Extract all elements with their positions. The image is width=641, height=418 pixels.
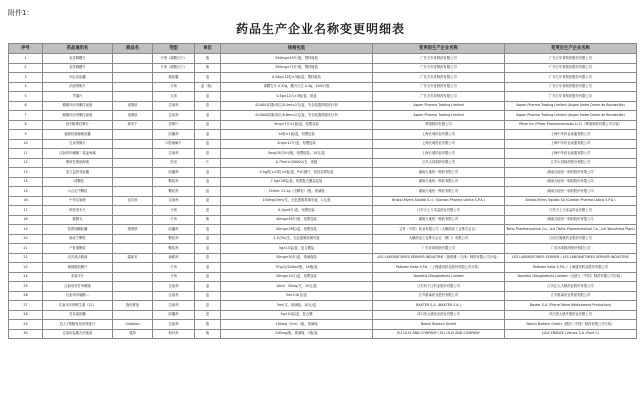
col-dosage-form-cell: 胶囊剂 (153, 168, 195, 178)
col-index-cell: 25 (9, 282, 43, 292)
col-dosage-form-cell: 口腔崩解片 (153, 139, 195, 149)
col-dosage-form-cell: 片剂 (153, 82, 195, 92)
col-brand-name-cell (113, 73, 153, 83)
col-spec-pack-cell: 5ml/支，玻璃瓶，10支/盒 (221, 301, 373, 311)
col-spec-pack-cell: 50mg×30片/盒，玻璃瓶装 (221, 253, 373, 263)
header-row (9, 44, 637, 54)
table-row (9, 329, 637, 339)
table-row (9, 301, 637, 311)
col-drug-name-cell: 六合定中颗粒 (43, 187, 113, 197)
col-new-manufacturer-cell: Aspen Pharma Trading Limited (Aspen Notre Dame de Bondeville) (505, 111, 637, 121)
col-old-manufacturer-cell: 湖南天地恒一制药有限公司 (373, 215, 505, 225)
col-unit-cell: 盒 (195, 111, 221, 121)
col-old-manufacturer-cell: 上海长城药业有限公司 (373, 139, 505, 149)
col-drug-name-cell: 肠炎宁颗粒 (43, 234, 113, 244)
col-dosage-form-cell: 颗粒剂 (153, 177, 195, 187)
table-row (9, 177, 637, 187)
col-drug-name-cell: 醋酸环丙孕酮注射液 (43, 111, 113, 121)
col-index-cell: 12 (9, 158, 43, 168)
col-drug-name-cell: 注射用甲磺酸... (43, 291, 113, 301)
col-old-manufacturer-cell: 辉瑞制药有限公司 (373, 120, 505, 130)
col-index-cell: 18 (9, 215, 43, 225)
col-old-manufacturer-cell: 湖南天地恒一制药有限公司 (373, 168, 505, 178)
table-row (9, 206, 637, 216)
table-row (9, 253, 637, 263)
col-old-manufacturer-cell: Bristol-Myers Squibb S.r.l. (Gordon Pharma Latina S.P.A.) (373, 196, 505, 206)
col-unit-cell: 盒 (195, 282, 221, 292)
col-dosage-form-cell: 注射剂 (153, 101, 195, 111)
col-brand-name-header: 商品名 (113, 44, 153, 54)
col-brand-name-cell (113, 139, 153, 149)
col-spec-pack-cell: 10粒×1板/盒，铝塑包装 (221, 130, 373, 140)
table-row (9, 263, 637, 273)
col-brand-name-cell: 诺德欣 (113, 111, 153, 121)
col-old-manufacturer-cell: ELI LILLY AND COMPANY / ELI LILLY AND COMPANY (373, 329, 505, 339)
col-spec-pack-cell: 5mg×12片/盒，铝塑包装 (221, 139, 373, 149)
col-drug-name-cell: 注射用盐酸吉西他滨 (43, 329, 113, 339)
col-new-manufacturer-cell: 江西天施康药业股份有限公司 (505, 234, 637, 244)
col-spec-pack-cell: 250ml: 21.1g（含颗粒）/瓶，玻璃瓶 (221, 187, 373, 197)
table-row (9, 234, 637, 244)
col-drug-name-cell: 中华注射液 (43, 196, 113, 206)
col-index-cell: 24 (9, 272, 43, 282)
table-row (9, 149, 637, 159)
col-brand-name-cell (113, 263, 153, 273)
change-table-container (8, 43, 636, 339)
table-row (9, 272, 637, 282)
col-dosage-form-cell: 片剂（薄膜衣片） (153, 63, 195, 73)
col-drug-name-header: 药品通用名 (43, 44, 113, 54)
col-drug-name-cell: 注射用多种维生素（12） (43, 301, 113, 311)
col-old-manufacturer-cell: BAXTER S.A. (BAXTER S.A.) (373, 301, 505, 311)
col-brand-name-cell (113, 272, 153, 282)
table-row (9, 139, 637, 149)
col-unit-cell: 瓶 (195, 63, 221, 73)
table-row (9, 92, 637, 102)
col-brand-name-cell (113, 206, 153, 216)
col-index-cell: 17 (9, 206, 43, 216)
col-dosage-form-cell: 注射剂 (153, 196, 195, 206)
col-old-manufacturer-cell: 广东万年青制药有限公司 (373, 82, 505, 92)
col-unit-cell: 盒 (195, 130, 221, 140)
col-spec-pack-cell: 40mg×56片/瓶，铝塑包装 (221, 215, 373, 225)
col-brand-name-cell: 健择 (113, 329, 153, 339)
col-spec-pack-cell: 5mg×7片×2板/盒，铝塑包装 (221, 120, 373, 130)
col-unit-cell: 盒 (195, 187, 221, 197)
table-row (9, 111, 637, 121)
table-row (9, 54, 637, 64)
col-brand-name-cell: 施维舒 (113, 225, 153, 235)
col-index-cell: 14 (9, 177, 43, 187)
page-title: 药品生产企业名称变更明细表 (235, 22, 405, 36)
col-dosage-form-cell: 颗粒剂 (153, 187, 195, 197)
table-row (9, 187, 637, 197)
col-unit-cell: 片 (195, 158, 221, 168)
col-unit-cell: 瓶 (195, 320, 221, 330)
col-new-manufacturer-cell: 上海中华药业南通有限公司 (505, 139, 637, 149)
col-spec-pack-cell: 薄膜衣片 0.32g，糖衣片芯 0.3g，100片/瓶 (221, 82, 373, 92)
table-row (9, 244, 637, 254)
col-index-cell: 1 (9, 54, 43, 64)
col-dosage-form-cell: 硬胶囊 (153, 73, 195, 83)
col-old-manufacturer-cell: 广东万年青制药有限公司 (373, 54, 505, 64)
col-index-cell: 26 (9, 291, 43, 301)
table-row (9, 196, 637, 206)
col-old-manufacturer-cell: 江苏大同制药有限公司 (373, 158, 505, 168)
col-drug-name-cell: 一清颗粒 (43, 177, 113, 187)
col-brand-name-cell (113, 149, 153, 159)
col-old-manufacturer-cell: 湖南天地恒一制药有限公司 (373, 177, 505, 187)
col-drug-name-cell: 参芪降糖片 (43, 54, 113, 64)
col-index-cell: 3 (9, 73, 43, 83)
col-new-manufacturer-cell: 广东万年青制药股份有限公司 (505, 54, 637, 64)
col-new-manufacturer-cell: 江苏正大天晴药业股份有限公司 (505, 282, 637, 292)
col-new-manufacturer-cell: 广东万年青制药股份有限公司 (505, 63, 637, 73)
col-unit-cell: 盒（瓶） (195, 82, 221, 92)
col-brand-name-cell (113, 63, 153, 73)
col-brand-name-cell (113, 215, 153, 225)
col-drug-name-cell: 胃痛片 (43, 92, 113, 102)
col-drug-name-cell: 健脾丸 (43, 215, 113, 225)
col-brand-name-cell: 露新安 (113, 253, 153, 263)
col-index-header: 序号 (9, 44, 43, 54)
col-new-manufacturer-cell: 湖南天地恒一制药股份有限公司 (505, 215, 637, 225)
col-brand-name-cell: 伍尔欣 (113, 196, 153, 206)
col-spec-pack-cell: 0.5g×12丸×3板/盒，纸盒 (221, 92, 373, 102)
col-old-manufacturer-cell: 广东环球制药有限公司 (373, 244, 505, 254)
col-drug-name-cell: 替普瑞酮胶囊 (43, 225, 113, 235)
col-index-cell: 5 (9, 92, 43, 102)
col-new-manufacturer-header: 变更后生产企业名称 (505, 44, 637, 54)
col-unit-cell: 瓶 (195, 54, 221, 64)
col-dosage-form-cell: 片剂 (153, 215, 195, 225)
col-unit-cell: 盒 (195, 120, 221, 130)
col-index-cell: 13 (9, 168, 43, 178)
table-row (9, 282, 637, 292)
col-dosage-form-cell: 粉针剂 (153, 329, 195, 339)
col-drug-name-cell: 扎来普隆片 (43, 139, 113, 149)
col-drug-name-cell: 四合乐胶囊 (43, 73, 113, 83)
col-old-manufacturer-cell: 上海长城药业有限公司 (373, 149, 505, 159)
col-old-manufacturer-cell: Novartis (Bangladesh) Limited (373, 272, 505, 282)
col-spec-pack-cell: 5g×15袋/盒，复合膜袋 (221, 244, 373, 254)
col-dosage-form-cell: 胶囊剂 (153, 225, 195, 235)
col-index-cell: 22 (9, 253, 43, 263)
col-index-cell: 15 (9, 187, 43, 197)
col-new-manufacturer-cell: 上海中华药业南通有限公司 (505, 149, 637, 159)
col-drug-name-cell: 苦参素胶囊 (43, 310, 113, 320)
col-unit-cell: 盒 (195, 310, 221, 320)
col-drug-name-cell: 产复康颗粒 (43, 244, 113, 254)
col-unit-cell: 瓶 (195, 329, 221, 339)
col-spec-pack-cell: 7.5g×28袋/盒，铝塑复合膜袋包装 (221, 177, 373, 187)
col-brand-name-cell (113, 54, 153, 64)
col-brand-name-cell (113, 282, 153, 292)
col-spec-pack-cell: 0.28g×12粒×3板/盒，塑料板装 (221, 73, 373, 83)
col-unit-cell: 盒 (195, 234, 221, 244)
col-dosage-form-cell: 注射剂 (153, 320, 195, 330)
col-index-cell: 29 (9, 320, 43, 330)
col-new-manufacturer-cell: Pathoen Italia S.P.A. / 上海通用药业股份有限公司 (505, 263, 637, 273)
col-dosage-form-cell: 医用 (153, 158, 195, 168)
table-row (9, 101, 637, 111)
col-spec-pack-cell: 350mg×72片/瓶，塑料瓶装 (221, 63, 373, 73)
col-index-cell: 10 (9, 139, 43, 149)
col-new-manufacturer-cell: 江苏天士力帝益药业有限公司 (505, 206, 637, 216)
col-old-manufacturer-cell: Aspen Pharma Trading Limited (373, 101, 505, 111)
col-old-manufacturer-cell: 卫材（中国）药业有限公司（大鹏药品工业株式会社） (373, 225, 505, 235)
col-brand-name-cell (113, 291, 153, 301)
table-body (9, 54, 637, 339)
col-old-manufacturer-cell: 广东万年青制药有限公司 (373, 92, 505, 102)
col-unit-cell: 盒 (195, 225, 221, 235)
col-dosage-form-cell: 片剂 (153, 206, 195, 216)
col-brand-name-cell (113, 130, 153, 140)
col-spec-pack-cell: 37g(1)/100ml/瓶，10瓶/盒 (221, 263, 373, 273)
table-row (9, 158, 637, 168)
col-unit-cell: 盒 (195, 139, 221, 149)
col-dosage-form-cell: 胶囊剂 (153, 130, 195, 140)
col-index-cell: 9 (9, 130, 43, 140)
col-spec-pack-cell: 200mg/瓶，玻璃瓶，1瓶/盒 (221, 329, 373, 339)
col-old-manufacturer-cell: 江苏豪森药业股份有限公司 (373, 291, 505, 301)
table-row (9, 291, 637, 301)
col-unit-cell: 盒 (195, 101, 221, 111)
col-drug-name-cell: 注射用异甘草酸镁 (43, 282, 113, 292)
col-index-cell: 4 (9, 82, 43, 92)
col-new-manufacturer-cell: 广东万年青制药股份有限公司 (505, 82, 637, 92)
col-old-manufacturer-cell: Aspen Pharma Trading Limited (373, 111, 505, 121)
col-old-manufacturer-cell: 广东万年青制药有限公司 (373, 73, 505, 83)
table-row (9, 82, 637, 92)
col-dosage-form-cell: 控释片 (153, 120, 195, 130)
col-index-cell: 2 (9, 63, 43, 73)
col-index-cell: 23 (9, 263, 43, 273)
col-unit-cell: 盒 (195, 253, 221, 263)
col-new-manufacturer-cell: 湖南天地恒一制药股份有限公司 (505, 177, 637, 187)
col-dosage-form-cell: 注射剂 (153, 291, 195, 301)
col-old-manufacturer-cell: Pathoen Italia S.P.A.（上海通用药业股份有限公司分装） (373, 263, 505, 273)
col-index-cell: 6 (9, 101, 43, 111)
col-spec-pack-cell: &10001国际单位/0.4ml×2支/盒，安全装置预填充针剂 (221, 101, 373, 111)
col-index-cell: 28 (9, 310, 43, 320)
col-spec-pack-cell: 0.2g×6片/盒，铝塑包装 (221, 206, 373, 216)
col-old-manufacturer-cell: 上海长城药业有限公司 (373, 130, 505, 140)
col-dosage-form-cell: 注射剂 (153, 149, 195, 159)
col-dosage-form-cell: 颗粒剂 (153, 234, 195, 244)
col-dosage-form-cell: 颗粒剂 (153, 244, 195, 254)
col-unit-cell: 盒 (195, 196, 221, 206)
col-spec-pack-cell: &15000国际单位/0.6ml×2支/盒，安全装置预填充针剂 (221, 111, 373, 121)
col-dosage-form-cell: 丸剂 (153, 92, 195, 102)
col-unit-cell: 瓶 (195, 215, 221, 225)
col-old-manufacturer-header: 变更前生产企业名称 (373, 44, 505, 54)
col-brand-name-cell (113, 158, 153, 168)
col-spec-pack-cell: 100mg（5ml）/瓶，玻璃瓶 (221, 320, 373, 330)
col-dosage-form-cell: 注射剂 (153, 301, 195, 311)
col-old-manufacturer-cell: 四川美大康佳乐药业有限公司 (373, 310, 505, 320)
col-brand-name-cell (113, 82, 153, 92)
col-drug-name-cell: 醋酸环丙孕酮注射液 (43, 101, 113, 111)
col-index-cell: 16 (9, 196, 43, 206)
col-new-manufacturer-cell: Neovii Biotech GmbH（德国（中国）制药有限公司分装） (505, 320, 637, 330)
col-old-manufacturer-cell: 大鹏药品工业株式会社（厦门）有限公司 (373, 234, 505, 244)
col-spec-pack-header: 规格包装 (221, 44, 373, 54)
col-unit-cell: 盒 (195, 177, 221, 187)
col-dosage-form-cell: 注射剂 (153, 111, 195, 121)
col-new-manufacturer-cell: Bristol-Myers Squibb SA (Gordon Pharma Latina S.P.A.) (505, 196, 637, 206)
col-spec-pack-cell: 150mg/15ml/支，无色透明玻璃安瓿，1支/盒 (221, 196, 373, 206)
col-dosage-form-cell: 片剂 (153, 263, 195, 273)
col-brand-name-cell: 瑞易宁 (113, 120, 153, 130)
col-dosage-form-cell: 胶囊剂 (153, 310, 195, 320)
col-new-manufacturer-cell: Baxter S.A. (Pierre Fabre Médicament Production) (505, 301, 637, 311)
table-row (9, 73, 637, 83)
col-drug-name-cell: 消炎利胆片 (43, 82, 113, 92)
table-row (9, 320, 637, 330)
col-drug-name-cell: 克贝溴点眼液 (43, 253, 113, 263)
col-dosage-form-cell: 片剂 (153, 272, 195, 282)
col-new-manufacturer-cell: 江苏大同制药股份有限公司 (505, 158, 637, 168)
col-unit-cell: 盒 (195, 73, 221, 83)
col-unit-cell: 盒 (195, 291, 221, 301)
col-spec-pack-cell: 50mg×28粒/盒，铝塑包装 (221, 225, 373, 235)
col-spec-pack-cell: 5ml×10支/盒 (221, 291, 373, 301)
col-unit-cell: 盒 (195, 168, 221, 178)
col-new-manufacturer-cell: 江苏豪森药业集团有限公司 (505, 291, 637, 301)
col-old-manufacturer-cell: LES LABORATOIRES SERVIER INDUSTRIE（施维雅（天津）制药有限公司分装） (373, 253, 505, 263)
col-unit-header: 单位 (195, 44, 221, 54)
col-drug-name-cell: 氨酚烷胺咖敏胶囊 (43, 130, 113, 140)
col-spec-pack-cell: 5g×10袋/盒，复合膜 (221, 310, 373, 320)
col-spec-pack-cell: 10ml：50mg/支，10支/盒 (221, 282, 373, 292)
col-drug-name-cell: 注射用甲磺酸二氢麦角碱 (43, 149, 113, 159)
col-unit-cell: 盒 (195, 301, 221, 311)
col-drug-name-cell: 阿昔洛韦片 (43, 206, 113, 216)
col-spec-pack-cell: 30mg×10片/盒，铝塑包装 (221, 272, 373, 282)
col-new-manufacturer-cell: Pfizer Inc (Pfizer Pharmaceuticals LLC)（辉瑞制药有限公司分装） (505, 120, 637, 130)
col-new-manufacturer-cell: LES LABORATOIRES SERVIER / LES LABORATOIRES SERVIER INDUSTRIE (505, 253, 637, 263)
col-index-cell: 21 (9, 244, 43, 254)
col-index-cell: 11 (9, 149, 43, 159)
col-brand-name-cell (113, 168, 153, 178)
col-index-cell: 27 (9, 301, 43, 311)
table-row (9, 310, 637, 320)
col-spec-pack-cell: 5mg(50万IU)/瓶，铝塑板装，10支/盒 (221, 149, 373, 159)
col-new-manufacturer-cell: 湖南天地恒一制药股份有限公司 (505, 168, 637, 178)
col-new-manufacturer-cell: Novartis (Bangladesh) Limited（山德士（中国）制药有限公司分装） (505, 272, 637, 282)
col-drug-name-cell: 参芪降糖片 (43, 63, 113, 73)
col-spec-pack-cell: 2.5万IU/支，无色透明玻璃安瓿 (221, 234, 373, 244)
col-drug-name-cell: 硝钠酸泡腾片 (43, 263, 113, 273)
col-dosage-form-cell: 滴眼剂 (153, 253, 195, 263)
col-old-manufacturer-cell: 广东万年青制药有限公司 (373, 63, 505, 73)
col-unit-cell: 盒 (195, 263, 221, 273)
col-new-manufacturer-cell: 广东环球制药股份有限公司 (505, 244, 637, 254)
col-brand-name-cell (113, 310, 153, 320)
col-brand-name-cell (113, 187, 153, 197)
attachment-label: 附件1： (8, 9, 34, 17)
col-unit-cell: 盒 (195, 272, 221, 282)
col-dosage-form-cell: 注射剂 (153, 282, 195, 292)
col-new-manufacturer-cell: LILLY FRANCE (Vianex S.A.-Plant C) (505, 329, 637, 339)
table-row (9, 168, 637, 178)
col-brand-name-cell: 诺德欣 (113, 101, 153, 111)
col-new-manufacturer-cell: Aspen Pharma Trading Limited (Aspen Notre Dame de Bondeville) (505, 101, 637, 111)
col-drug-name-cell: 格列吡嗪控释片 (43, 120, 113, 130)
col-drug-name-cell: 抗人T细胞兔免疫球蛋白 (43, 320, 113, 330)
col-unit-cell: 盒 (195, 149, 221, 159)
table-row (9, 120, 637, 130)
table-row (9, 225, 637, 235)
col-index-cell: 8 (9, 120, 43, 130)
col-unit-cell: 盒 (195, 92, 221, 102)
col-index-cell: 20 (9, 234, 43, 244)
col-brand-name-cell: 施尼维他 (113, 301, 153, 311)
col-new-manufacturer-cell: 四川美大康华康药业有限公司 (505, 310, 637, 320)
col-brand-name-cell (113, 92, 153, 102)
col-old-manufacturer-cell: 江苏扬子江药业股份有限公司 (373, 282, 505, 292)
col-unit-cell: 盒 (195, 244, 221, 254)
col-dosage-form-header: 剂型 (153, 44, 195, 54)
col-brand-name-cell: Grafalon (113, 320, 153, 330)
change-table (8, 43, 637, 339)
col-drug-name-cell: 复方益肝灵胶囊 (43, 168, 113, 178)
col-old-manufacturer-cell: 湖南天地恒一制药有限公司 (373, 187, 505, 197)
col-dosage-form-cell: 片剂（薄膜衣片） (153, 54, 195, 64)
col-index-cell: 30 (9, 329, 43, 339)
table-row (9, 63, 637, 73)
col-drug-name-cell: 米索平片 (43, 272, 113, 282)
col-brand-name-cell (113, 234, 153, 244)
col-brand-name-cell (113, 177, 153, 187)
col-spec-pack-cell: 0.75ml×15000U/支，纸箱 (221, 158, 373, 168)
col-brand-name-cell (113, 244, 153, 254)
col-index-cell: 7 (9, 111, 43, 121)
col-new-manufacturer-cell: 广东万年青制药股份有限公司 (505, 92, 637, 102)
col-old-manufacturer-cell: 江苏天士力帝益药业有限公司 (373, 206, 505, 216)
col-new-manufacturer-cell: 广东万年青制药股份有限公司 (505, 73, 637, 83)
col-old-manufacturer-cell: Neovii Biotech GmbH (373, 320, 505, 330)
col-new-manufacturer-cell: 湖南天地恒一制药股份有限公司 (505, 187, 637, 197)
col-index-cell: 19 (9, 225, 43, 235)
col-new-manufacturer-cell: 上海中华药业南通有限公司 (505, 130, 637, 140)
table-row (9, 130, 637, 140)
col-spec-pack-cell: 0.5g/粒×12粒×2板/盒，PVC硬片，铝箔泡罩包装 (221, 168, 373, 178)
table-row (9, 215, 637, 225)
col-spec-pack-cell: 350mg×45片/瓶，塑料瓶装 (221, 54, 373, 64)
col-drug-name-cell: 吸收性明胶海绵 (43, 158, 113, 168)
col-new-manufacturer-cell: Taiho Pharmaceutical Co., Ltd (Taiho Pharmaceutical Co., Ltd Tokushima Plant) (505, 225, 637, 235)
col-unit-cell: 盒 (195, 206, 221, 216)
